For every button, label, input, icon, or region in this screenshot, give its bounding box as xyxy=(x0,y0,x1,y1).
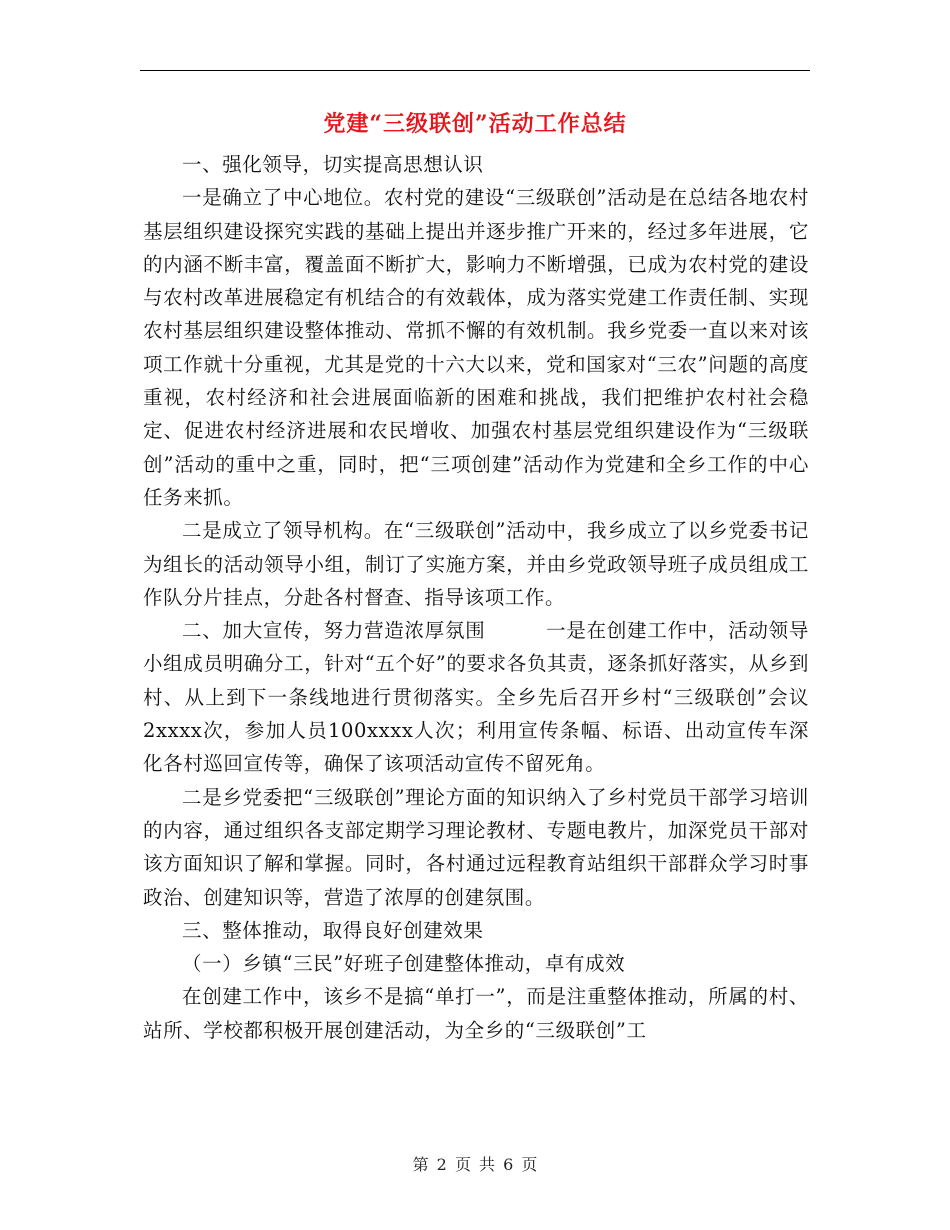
paragraph-central-position: 一是确立了中心地位。农村党的建设“三级联创”活动是在总结各地农村基层组织建设探究实践的基础上提出并逐步推广开来的，经过多年进展，它的内涵不断丰富，覆盖面不断扩大，影响力不断增强，已成为农村党的建设与农村改革进展稳定有机结合的有效载体，成为落实党建工作责任制、实现农村基层组织建设整体推动、常抓不懈的有效机制。我乡党委一直以来对该项工作就十分重视，尤其是党的十六大以来，党和国家对“三农”问题的高度重视，农村经济和社会进展面临新的困难和挑战，我们把维护农村社会稳定、促进农村经济进展和农民增收、加强农村基层党组织建设作为“三级联创”活动的重中之重，同时，把“三项创建”活动作为党建和全乡工作的中心任务来抓。 xyxy=(143,186,809,509)
document-title: 党建“三级联创”活动工作总结 xyxy=(323,111,627,137)
paragraph-leadership-body: 二是成立了领导机构。在“三级联创”活动中，我乡成立了以乡党委书记为组长的活动领导小组，制订了实施方案，并由乡党政领导班子成员组成工作队分片挂点，分赴各村督查、指导该项工作。 xyxy=(143,519,809,609)
section-heading-1: 一、强化领导，切实提高思想认识 xyxy=(182,153,484,176)
paragraph-publicity: 二、加大宣传，努力营造浓厚氛围 一是在创建工作中，活动领导小组成员明确分工，针对“五个好”的要求各负其责，逐条抓好落实，从乡到村、从上到下一条线地进行贯彻落实。全乡先后召开乡村“三级联创”会议2xxxx次，参加人员100xxxx人次；利用宣传条幅、标语、出动宣传车深化各村巡回宣传等，确保了该项活动宣传不留死角。 xyxy=(143,619,809,776)
header-rule xyxy=(140,70,810,71)
paragraph-overall-promotion: 在创建工作中，该乡不是搞“单打一”，而是注重整体推动，所属的村、站所、学校都积极开展创建活动，为全乡的“三级联创”工 xyxy=(143,985,809,1042)
document-body xyxy=(143,148,809,1047)
page-number-footer: 第 2 页 共 6 页 xyxy=(412,1155,538,1174)
subsection-heading-1: （一）乡镇“三民”好班子创建整体推动，卓有成效 xyxy=(182,952,626,976)
section-heading-3: 三、整体推动，取得良好创建效果 xyxy=(182,918,484,942)
paragraph-training: 二是乡党委把“三级联创”理论方面的知识纳入了乡村党员干部学习培训的内容，通过组织各支部定期学习理论教材、专题电教片，加深党员干部对该方面知识了解和掌握。同时，各村通过远程教育站组织干部群众学习时事政治、创建知识等，营造了浓厚的创建氛围。 xyxy=(143,785,809,909)
